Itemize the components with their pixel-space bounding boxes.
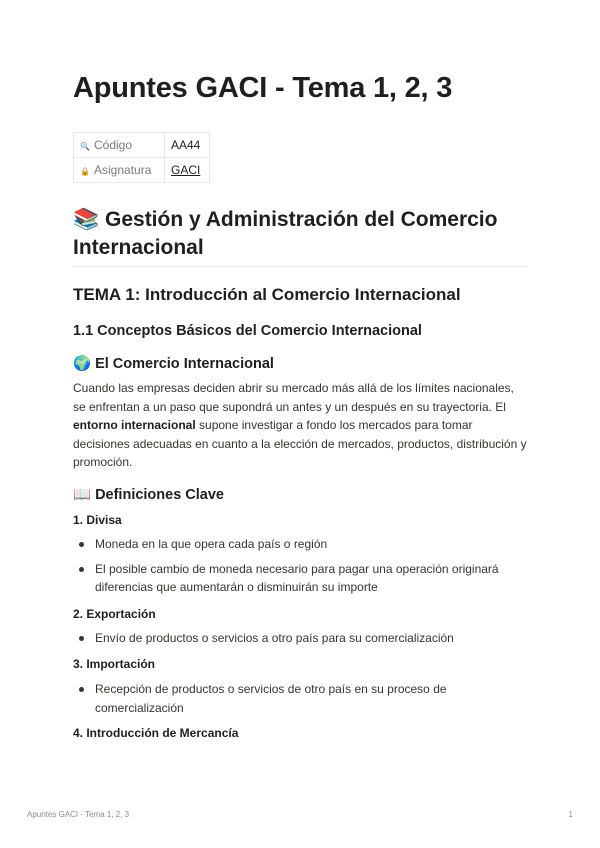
heading-3: 1.1 Conceptos Básicos del Comercio Internacional (73, 323, 422, 339)
section-heading-comercio (73, 355, 274, 372)
property-key (74, 133, 165, 158)
properties-table (73, 132, 210, 183)
definition-heading-exportacion: 2. Exportación (73, 607, 156, 621)
heading-1 (73, 206, 528, 267)
definition-heading-importacion: 3. Importación (73, 657, 156, 671)
lock-icon: 🔒 (80, 167, 90, 176)
book-icon: 📖 (73, 487, 92, 503)
search-icon: 🔍 (80, 142, 90, 151)
list-item: Envío de productos o servicios a otro país para su comercialización (73, 629, 528, 648)
property-key-label: Código (94, 138, 133, 152)
property-value (165, 158, 210, 183)
heading-1-text: Gestión y Administración del Comercio Internacional (73, 208, 498, 259)
globe-icon: 🌍 (73, 356, 92, 372)
property-row-codigo (74, 133, 210, 158)
definition-heading-divisa: 1. Divisa (73, 513, 122, 527)
section-heading-definiciones (73, 486, 224, 503)
section-heading-text: Definiciones Clave (95, 487, 224, 503)
bold-term: entorno internacional (73, 418, 196, 432)
books-icon: 📚 (73, 208, 100, 231)
page-number: 1 (568, 810, 573, 819)
asignatura-link[interactable]: GACI (171, 163, 201, 177)
property-row-asignatura (74, 158, 210, 183)
heading-2: TEMA 1: Introducción al Comercio Internacional (73, 285, 461, 304)
paragraph-text: Cuando las empresas deciden abrir su mercado más allá de los límites nacionales, se enfrentan a un paso que supondrá un antes y un después en su trayectoria. El (73, 381, 514, 414)
definition-list-importacion (73, 680, 528, 723)
paragraph-comercio (73, 379, 528, 472)
list-item: Recepción de productos o servicios de otro país en su proceso de comercialización (73, 680, 528, 717)
paragraph-text: supone investigar a fondo los mercados para tomar decisiones adecuadas en cuanto a la elección de mercados, productos, distribución y promoción. (73, 418, 527, 469)
definition-list-exportacion (73, 629, 528, 654)
page-title: Apuntes GACI - Tema 1, 2, 3 (73, 72, 453, 104)
section-heading-text: El Comercio Internacional (95, 356, 274, 372)
definition-heading-introduccion: 4. Introducción de Mercancía (73, 726, 239, 740)
footer-title: Apuntes GACI - Tema 1, 2, 3 (27, 810, 130, 819)
list-item: Moneda en la que opera cada país o región (73, 535, 528, 554)
property-value: AA44 (165, 133, 210, 158)
property-key (74, 158, 165, 183)
list-item: El posible cambio de moneda necesario para pagar una operación originará diferencias que aumentarán o disminuirán su importe (73, 560, 528, 597)
definition-list-divisa (73, 535, 528, 603)
property-key-label: Asignatura (94, 163, 152, 177)
